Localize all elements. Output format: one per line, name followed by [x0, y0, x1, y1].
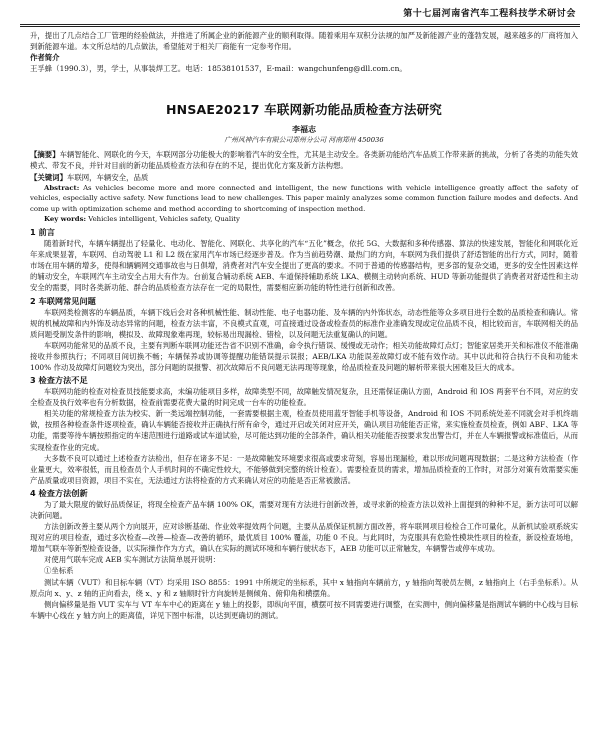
section-paragraph: 为了最大限度的做好品质保证，将现全检查产品车辆 100% OK，需要对现有方法进行创新改善，或寻求新的检查方法以效补上面提到的种种不足，新方法可可以解决新问题。 [30, 499, 578, 520]
author-intro: 王孚蜂（1990.3），男，学士，从事装焊工艺。电话：18538101537，E-mail：wangchunfeng@dll.com.cn。 [30, 64, 407, 74]
section-paragraph: 随着新时代，车辆车辆提出了轻量化、电动化、智能化、网联化、共享化的汽车“五化”概念，依托 5G、大数据和多种传感器、算法的快速发展，智能化和网联化近年来成果显著，车联网、自动驾驶 L1 和 L2 级在家用汽车市场已经逐步普及。作为当前趋势潮、最热门的方向，车联网为我们提供了舒适智能的出行方式，同时，随着市场在用车辆的增多，使得和辆辆网交通事故也与日俱增，消费者对汽车安全提出了更高的要求。不同于普通的传感器结构，更多部的复杂交通，更多的安全性因素这样的辅动安全，车联网汽车主动安全占用大有作为。台前复合辅动系统 AEB、车道保持辅助系统 LKA、横侧主动转向系统、HUD 等新功能提供了消费者对舒适性和主动安全的需要，同时各类新功能、群合的品质检查方法存在一定的局限性，需要相应新功能的特性进行创新和改善。 [30, 239, 578, 293]
section-paragraph: 相关功能的常规检查方法为校实、新一类远端控制功能，一套需要根据主观，检查员使用蓝牙智能手机等设备，Android 和 IOS 不同系统处差不同就会对手机终端做，按照各种检查条件逐项检查，确认车辆能否接收并正确执行所有命令，通过开启或关闭对应开关，确认项目功能能否正常，来实施检查员检查，例如 ABF、LKA 等功能，需要等待车辆按照指定的车速范围进行道路或试车道试验，尽可能达到功能的全部条件，确认相关功能能否按要求发出警告灯，并在人车辆报警或标准值后，从而实现检查作业的完成。 [30, 409, 578, 452]
section-paragraph: 对使用气联车完成 AEB 实车测试方法简单展开说明： [44, 555, 221, 565]
abstract-cn [30, 149, 578, 171]
article-title: HNSAE20217 车联网新功能品质检查方法研究 [166, 102, 442, 118]
section-paragraph: 车联网功能常见的品质不良，主要有判断车联网功能还告省不识别不准确，命令执行错误、缓慢或无动作；相关功能故障灯点灯；智能家居类开关和标准仪不能准确接收并参照执行；不同项目间切换不畅；车辆保养或协调等提醒功能错误提示误报；AEB/LKA 功能误差故障灯或不能有效作动。其中以此和符合执行不良和功能未 100% 作动及故障灯问题较为突出，部分问题的误报警、初次故障后不良问题无法再现等现象，给品质检查及问题的解析带来很大困难及巨大的成本。 [30, 340, 578, 372]
header-rule [20, 24, 580, 25]
keywords-cn [30, 172, 578, 183]
abstract-cn-text: 车辆智能化、网联化的今天，车联网部分功能极大的影响着汽车的安全性，尤其是主动安全。各类新功能给汽车品质工作带来新的挑战，分析了各类的功能失效模式、带发不良，并针对目前的新功能品质检查方法和存在的不足，提出优化方案及新方法构想。 [30, 150, 578, 171]
abstract-cn-label: 【摘要】 [30, 150, 60, 160]
keywords-cn-text: 车联网，车辆安全，品质 [66, 172, 149, 182]
article-affiliation: 广州风神汽车有限公司郑州分公司 河南郑州 450036 [224, 136, 384, 145]
abstract-en [30, 183, 578, 215]
keywords-en-label: Key words: [44, 215, 87, 224]
header-rule-double [20, 26, 580, 27]
section-paragraph: 车联网功能的检查对检查员技能要求高，未编功能项目多样，故障类型不同，故障触发情况复杂，且还需保证确认方面，Android 和 IOS 两套平台不同，对应的安全检查及执行效率也有分析数据，检查前需要花费大量的时间完成一台车的功能检查。 [30, 387, 578, 408]
section-heading: 2 车联网常见问题 [30, 295, 96, 306]
section-paragraph: 方法创新改善主要从两个方向展开，应对诊断基础、作业效率提效两个问题，主要从品质保证机制方面改善，将车联网项目检检合工作可量化，从新机试验项系统实现对应的项目检查，通过多次检查—改善—检查—改善的循环，最优质目 100% 覆盖，功能 0 不良。与此同时，为克服具有危险性模块性项目的检查，新设检查场地，增加气联车等新型检查设备，以实际操作作为方式，确认在实际的测试环境和车辆行驶状态下，AEB 功能可以正常触发，车辆警告或停车成功。 [30, 522, 578, 554]
content-column [30, 30, 578, 621]
subsection-label: ①坐标系 [44, 566, 74, 576]
section-paragraph: 大多数不良可以通过上述检查方法检出，但存在诸多不足：一是故障触发环境要求很高或要求苛刻，容易出现漏检，难以形成问题再现数据；二是这种方法检查（作业量更大，效率很低，而且检查员个人手机时间的不确定性较大，不能够做到完整的统计检查）。需要检查员的需求，增加品质检查的工作时，对部分对策有效需要实施产品质量或项目资源，项目不实在，无法通过方法将检查的方式来确认对应的功能是否正常被激活。 [30, 453, 578, 485]
abstract-en-text: As vehicles become more and more connected and intelligent, the new functions with vehicle intelligence greatly affect the safety of vehicles, especially active safety. New functions lead to new challenges. This paper mainly analyzes some common function failure modes and defects. And come up with optimization scheme and method according to shortcoming of inspection method. [30, 183, 578, 213]
section-heading: 4 检查方法创新 [30, 487, 88, 498]
section-heading: 3 检查方法不足 [30, 375, 88, 386]
keywords-en-text: Vehicles intelligent, Vehicles safety, Quality [88, 215, 240, 224]
keywords-cn-label: 【关键词】 [30, 172, 67, 182]
keywords-en [30, 214, 578, 225]
section-paragraph: 车联网类检测客的车辆品质，车辆下线后会对各种机械性能、制动性能、电子电器功能、及车辆的内外饰状态，动态性能等众多项目进行全数的品质检查和确认。常规的机械故障和内外饰及动态异常的问题，检查方法丰富，不良模式直观，可直接通过设备或检查员的标准作业准确发现或定位品质不良，相比较而言，车联网相关的品质问题受制发条件的影响，模拟及、故障现象难再现，较标易出现漏检、错检，以及问题无法重复确认的问题。 [30, 307, 578, 339]
section-heading: 1 前言 [30, 227, 55, 238]
prev-article-conclusion: 升，提出了几点结合工厂管理的经验做法，并推进了所属企业的新能源产业的顺利取得。随着乘用车双积分法规的加严及新能源产业的蓬勃发展，越来越多的厂商将加入到新能源车道。本文所总结的几点做法，希望能对于相关厂商能有一定参考作用。 [30, 31, 578, 52]
section-paragraph: 测试车辆（VUT）和目标车辆（VT）均采用 ISO 8855：1991 中所规定的坐标系，其中 x 轴指向车辆前方，y 轴指向驾驶员左侧，z 轴指向上（右手坐标系）。从原点向 x、y、z 轴的正向看去，绕 x、y 和 z 轴顺时针方向旋转是侧倾角、俯仰角和横摆角。 [30, 577, 578, 598]
running-header: 第十七届河南省汽车工程科技学术研讨会 [403, 9, 576, 19]
section-paragraph: 侧向偏移量是指 VUT 实车与 VT 车车中心的距离在 y 轴上的投影，即纵向平面，横摆可按不同需要进行调整，在实测中，侧向偏移量是指测试车辆的中心线与目标车辆中心线在 y 轴方向上的距离值，详见下图中标准，以达到更确切的测试。 [30, 599, 578, 620]
abstract-en-label: Abstract: [44, 183, 80, 192]
author-intro-heading: 作者简介 [30, 53, 60, 63]
article-author: 李福志 [292, 124, 316, 135]
